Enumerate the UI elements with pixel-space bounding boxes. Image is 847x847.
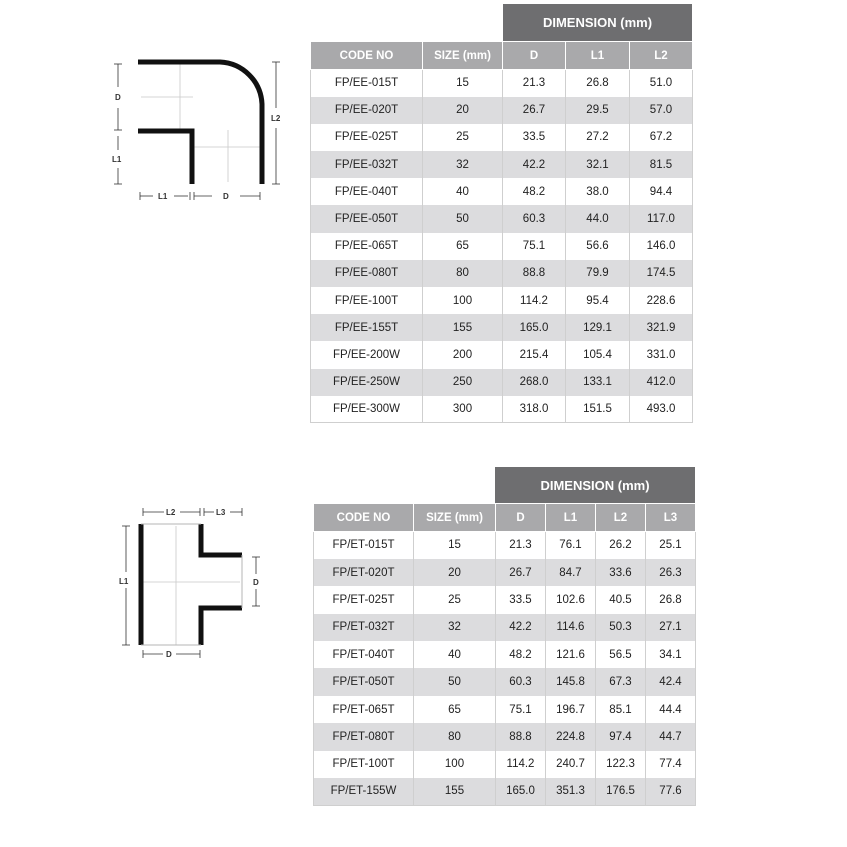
table-row <box>314 614 696 641</box>
value-cell: 67.2 <box>630 124 693 151</box>
code-cell: FP/ET-155W <box>314 778 414 805</box>
code-cell: FP/EE-155T <box>311 314 423 341</box>
code-cell: FP/EE-065T <box>311 233 423 260</box>
table-row <box>311 151 693 178</box>
tee-diagram <box>108 500 278 670</box>
code-cell: FP/EE-200W <box>311 341 423 368</box>
value-cell: 77.4 <box>646 751 696 778</box>
tee-label-d-right: D <box>253 578 259 587</box>
value-cell: 33.5 <box>503 124 566 151</box>
code-cell: FP/EE-250W <box>311 369 423 396</box>
value-cell: 76.1 <box>546 532 596 559</box>
tee-label-d-bottom: D <box>166 650 172 659</box>
value-cell: 40.5 <box>596 586 646 613</box>
value-cell: 97.4 <box>596 723 646 750</box>
code-cell: FP/EE-100T <box>311 287 423 314</box>
elbow-column-header: SIZE (mm) <box>423 42 503 70</box>
value-cell: 20 <box>423 97 503 124</box>
value-cell: 75.1 <box>503 233 566 260</box>
value-cell: 81.5 <box>630 151 693 178</box>
value-cell: 20 <box>414 559 496 586</box>
table-row <box>311 260 693 287</box>
value-cell: 228.6 <box>630 287 693 314</box>
value-cell: 100 <box>423 287 503 314</box>
value-cell: 50.3 <box>596 614 646 641</box>
value-cell: 32 <box>414 614 496 641</box>
value-cell: 250 <box>423 369 503 396</box>
code-cell: FP/EE-080T <box>311 260 423 287</box>
value-cell: 40 <box>414 641 496 668</box>
table-row <box>314 586 696 613</box>
value-cell: 117.0 <box>630 205 693 232</box>
value-cell: 25 <box>423 124 503 151</box>
tee-guides <box>142 526 240 645</box>
tee-spec-table <box>313 503 696 806</box>
code-cell: FP/ET-050T <box>314 668 414 695</box>
value-cell: 60.3 <box>503 205 566 232</box>
table-row <box>314 696 696 723</box>
value-cell: 25.1 <box>646 532 696 559</box>
value-cell: 493.0 <box>630 396 693 423</box>
table-row <box>311 287 693 314</box>
table-row <box>311 314 693 341</box>
table-row <box>311 70 693 97</box>
value-cell: 331.0 <box>630 341 693 368</box>
code-cell: FP/ET-020T <box>314 559 414 586</box>
elbow-inner <box>138 131 192 184</box>
value-cell: 32.1 <box>566 151 630 178</box>
table-row <box>314 778 696 805</box>
value-cell: 44.7 <box>646 723 696 750</box>
elbow-spec-table <box>310 41 693 423</box>
elbow-column-header: D <box>503 42 566 70</box>
value-cell: 88.8 <box>496 723 546 750</box>
value-cell: 57.0 <box>630 97 693 124</box>
value-cell: 85.1 <box>596 696 646 723</box>
value-cell: 21.3 <box>496 532 546 559</box>
code-cell: FP/EE-040T <box>311 178 423 205</box>
value-cell: 129.1 <box>566 314 630 341</box>
tee-dimension-header: DIMENSION (mm) <box>495 467 695 503</box>
value-cell: 27.2 <box>566 124 630 151</box>
value-cell: 65 <box>414 696 496 723</box>
value-cell: 80 <box>414 723 496 750</box>
value-cell: 25 <box>414 586 496 613</box>
value-cell: 77.6 <box>646 778 696 805</box>
tee-column-header: CODE NO <box>314 504 414 532</box>
value-cell: 240.7 <box>546 751 596 778</box>
code-cell: FP/EE-300W <box>311 396 423 423</box>
tee-label-l2-top: L2 <box>166 508 176 517</box>
tee-column-header: L1 <box>546 504 596 532</box>
value-cell: 15 <box>414 532 496 559</box>
value-cell: 26.7 <box>496 559 546 586</box>
value-cell: 48.2 <box>503 178 566 205</box>
value-cell: 146.0 <box>630 233 693 260</box>
table-row <box>314 751 696 778</box>
elbow-diagram <box>108 52 288 212</box>
elbow-label-d-left: D <box>115 93 121 102</box>
value-cell: 60.3 <box>496 668 546 695</box>
value-cell: 21.3 <box>503 70 566 97</box>
code-cell: FP/EE-050T <box>311 205 423 232</box>
value-cell: 79.9 <box>566 260 630 287</box>
value-cell: 176.5 <box>596 778 646 805</box>
value-cell: 84.7 <box>546 559 596 586</box>
value-cell: 133.1 <box>566 369 630 396</box>
value-cell: 215.4 <box>503 341 566 368</box>
table-row <box>311 341 693 368</box>
value-cell: 56.6 <box>566 233 630 260</box>
value-cell: 165.0 <box>496 778 546 805</box>
value-cell: 48.2 <box>496 641 546 668</box>
table-row <box>311 124 693 151</box>
code-cell: FP/ET-015T <box>314 532 414 559</box>
value-cell: 114.6 <box>546 614 596 641</box>
value-cell: 145.8 <box>546 668 596 695</box>
value-cell: 94.4 <box>630 178 693 205</box>
value-cell: 165.0 <box>503 314 566 341</box>
value-cell: 122.3 <box>596 751 646 778</box>
tee-label-l1-left: L1 <box>119 577 129 586</box>
value-cell: 121.6 <box>546 641 596 668</box>
value-cell: 26.7 <box>503 97 566 124</box>
elbow-column-header: CODE NO <box>311 42 423 70</box>
tee-body-right <box>201 524 242 645</box>
table-row <box>311 369 693 396</box>
table-row <box>311 97 693 124</box>
value-cell: 27.1 <box>646 614 696 641</box>
value-cell: 100 <box>414 751 496 778</box>
code-cell: FP/ET-065T <box>314 696 414 723</box>
table-row <box>311 396 693 423</box>
value-cell: 44.0 <box>566 205 630 232</box>
table-row <box>311 178 693 205</box>
elbow-label-l2-right: L2 <box>271 114 281 123</box>
elbow-body <box>138 62 262 184</box>
value-cell: 33.6 <box>596 559 646 586</box>
value-cell: 155 <box>414 778 496 805</box>
value-cell: 38.0 <box>566 178 630 205</box>
tee-column-header: L2 <box>596 504 646 532</box>
tee-column-header: D <box>496 504 546 532</box>
value-cell: 26.2 <box>596 532 646 559</box>
value-cell: 151.5 <box>566 396 630 423</box>
value-cell: 40 <box>423 178 503 205</box>
elbow-label-l1-bottom: L1 <box>158 192 168 201</box>
value-cell: 34.1 <box>646 641 696 668</box>
value-cell: 42.4 <box>646 668 696 695</box>
value-cell: 26.8 <box>566 70 630 97</box>
value-cell: 268.0 <box>503 369 566 396</box>
value-cell: 15 <box>423 70 503 97</box>
elbow-column-header: L1 <box>566 42 630 70</box>
code-cell: FP/ET-032T <box>314 614 414 641</box>
value-cell: 50 <box>414 668 496 695</box>
code-cell: FP/ET-100T <box>314 751 414 778</box>
elbow-label-d-bottom: D <box>223 192 229 201</box>
value-cell: 224.8 <box>546 723 596 750</box>
value-cell: 75.1 <box>496 696 546 723</box>
value-cell: 200 <box>423 341 503 368</box>
value-cell: 50 <box>423 205 503 232</box>
value-cell: 318.0 <box>503 396 566 423</box>
value-cell: 102.6 <box>546 586 596 613</box>
elbow-column-header: L2 <box>630 42 693 70</box>
code-cell: FP/ET-025T <box>314 586 414 613</box>
value-cell: 114.2 <box>503 287 566 314</box>
code-cell: FP/ET-080T <box>314 723 414 750</box>
value-cell: 196.7 <box>546 696 596 723</box>
code-cell: FP/EE-025T <box>311 124 423 151</box>
value-cell: 114.2 <box>496 751 546 778</box>
table-row <box>314 723 696 750</box>
elbow-label-l1-left: L1 <box>112 155 122 164</box>
value-cell: 321.9 <box>630 314 693 341</box>
table-row <box>311 205 693 232</box>
value-cell: 155 <box>423 314 503 341</box>
value-cell: 44.4 <box>646 696 696 723</box>
value-cell: 26.3 <box>646 559 696 586</box>
value-cell: 174.5 <box>630 260 693 287</box>
value-cell: 412.0 <box>630 369 693 396</box>
code-cell: FP/EE-032T <box>311 151 423 178</box>
tee-column-header: L3 <box>646 504 696 532</box>
value-cell: 42.2 <box>503 151 566 178</box>
value-cell: 95.4 <box>566 287 630 314</box>
value-cell: 300 <box>423 396 503 423</box>
code-cell: FP/EE-020T <box>311 97 423 124</box>
elbow-dimension-header: DIMENSION (mm) <box>503 4 692 41</box>
value-cell: 65 <box>423 233 503 260</box>
value-cell: 351.3 <box>546 778 596 805</box>
code-cell: FP/EE-015T <box>311 70 423 97</box>
value-cell: 105.4 <box>566 341 630 368</box>
elbow-guides <box>141 64 260 182</box>
code-cell: FP/ET-040T <box>314 641 414 668</box>
value-cell: 67.3 <box>596 668 646 695</box>
value-cell: 33.5 <box>496 586 546 613</box>
value-cell: 32 <box>423 151 503 178</box>
value-cell: 56.5 <box>596 641 646 668</box>
tee-column-header: SIZE (mm) <box>414 504 496 532</box>
value-cell: 51.0 <box>630 70 693 97</box>
value-cell: 80 <box>423 260 503 287</box>
value-cell: 26.8 <box>646 586 696 613</box>
table-row <box>314 668 696 695</box>
table-row <box>314 532 696 559</box>
tee-label-l3-top: L3 <box>216 508 226 517</box>
value-cell: 42.2 <box>496 614 546 641</box>
table-row <box>311 233 693 260</box>
value-cell: 88.8 <box>503 260 566 287</box>
table-row <box>314 559 696 586</box>
value-cell: 29.5 <box>566 97 630 124</box>
table-row <box>314 641 696 668</box>
